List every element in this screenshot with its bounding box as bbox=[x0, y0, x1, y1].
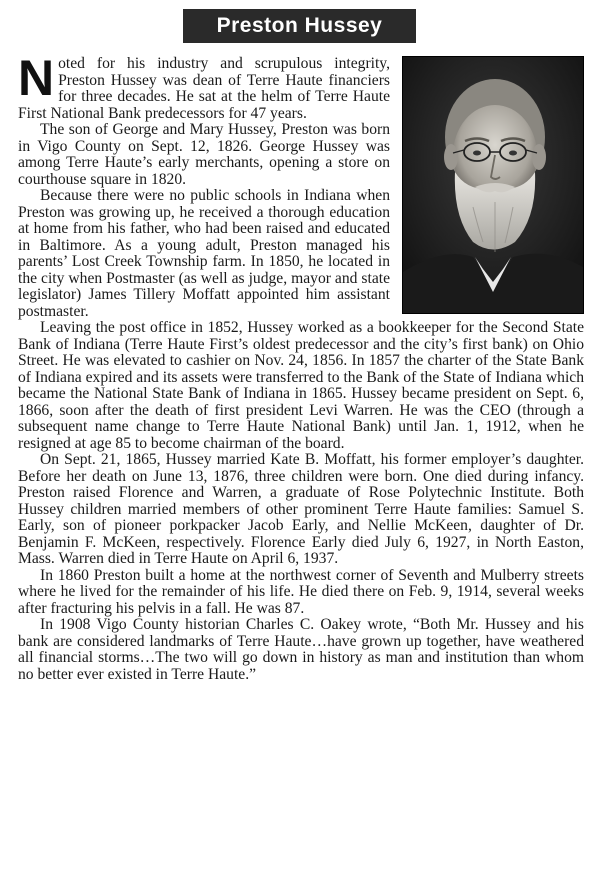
paragraph-2: The son of George and Mary Hussey, Preston was born in Vigo County on Sept. 12, 1826. George Hussey was among Terre Haute’s early merchants, opening a store on courthouse square in 1820. bbox=[18, 121, 390, 188]
article-body bbox=[18, 50, 584, 683]
paragraph-5: On Sept. 21, 1865, Hussey married Kate B. Moffatt, his former employer’s daughter. Before her death on June 13, 1876, three children were born. One died during infancy. Preston raised Florence and Warren, a graduate of Rose Polytechnic Institute. Both Hussey children married members of other prominent Terre Haute families: Samuel S. Early, son of pioneer porkpacker Jacob Early, and Nellie McKeen, daughter of Dr. Benjamin F. McKeen, respectively. Florence Early died July 6, 1927, in North Easton, Mass. Warren died in Terre Haute on April 6, 1937. bbox=[18, 451, 584, 567]
drop-cap: N bbox=[18, 50, 55, 106]
portrait-photo bbox=[402, 56, 584, 314]
portrait-illustration bbox=[403, 57, 583, 313]
paragraph-6: In 1860 Preston built a home at the northwest corner of Seventh and Mulberry streets where he lived for the remainder of his life. He died there on Feb. 9, 1914, several weeks after fracturing his pelvis in a fall. He was 87. bbox=[18, 566, 584, 617]
paragraph-3: Because there were no public schools in Indiana when Preston was growing up, he received a thorough education at home from his father, who had been raised and educated in Baltimore. As a young adult, Preston managed his parents’ Lost Creek Township farm. In 1850, he located in the city when Postmaster (as well as judge, mayor and state legislator) James Tillery Moffatt appointed him assistant postmaster. bbox=[18, 187, 390, 320]
paragraph-7: In 1908 Vigo County historian Charles C. Oakey wrote, “Both Mr. Hussey and his bank are considered landmarks of Terre Haute…have grown up together, have weathered all financial storms…The two will go down in history as man and institution than whom no better ever existed in Terre Haute.” bbox=[18, 616, 584, 683]
paragraph-4: Leaving the post office in 1852, Hussey worked as a bookkeeper for the Second State Bank of Indiana (Terre Haute First’s oldest predecessor and the city’s first bank) on Ohio Street. He was elevated to cashier on Nov. 24, 1856. In 1857 the charter of the State Bank of Indiana expired and its assets were transferred to the Bank of the State of Indiana which became the National State Bank of Indiana in 1865. Hussey became president on Sept. 6, 1866, soon after the death of first president Levi Warren. He was the CEO (through a subsequent name change to Terre Haute National Bank) until Jan. 1, 1912, when he resigned at age 85 to become chairman of the board. bbox=[18, 319, 584, 452]
paragraph-1-text: oted for his industry and scrupulous integrity, Preston Hussey was dean of Terre Haute financiers for three decades. He sat at the helm of Terre Haute First National Bank predecessors for 47 years. bbox=[18, 55, 390, 122]
article-title: Preston Hussey bbox=[183, 9, 416, 43]
